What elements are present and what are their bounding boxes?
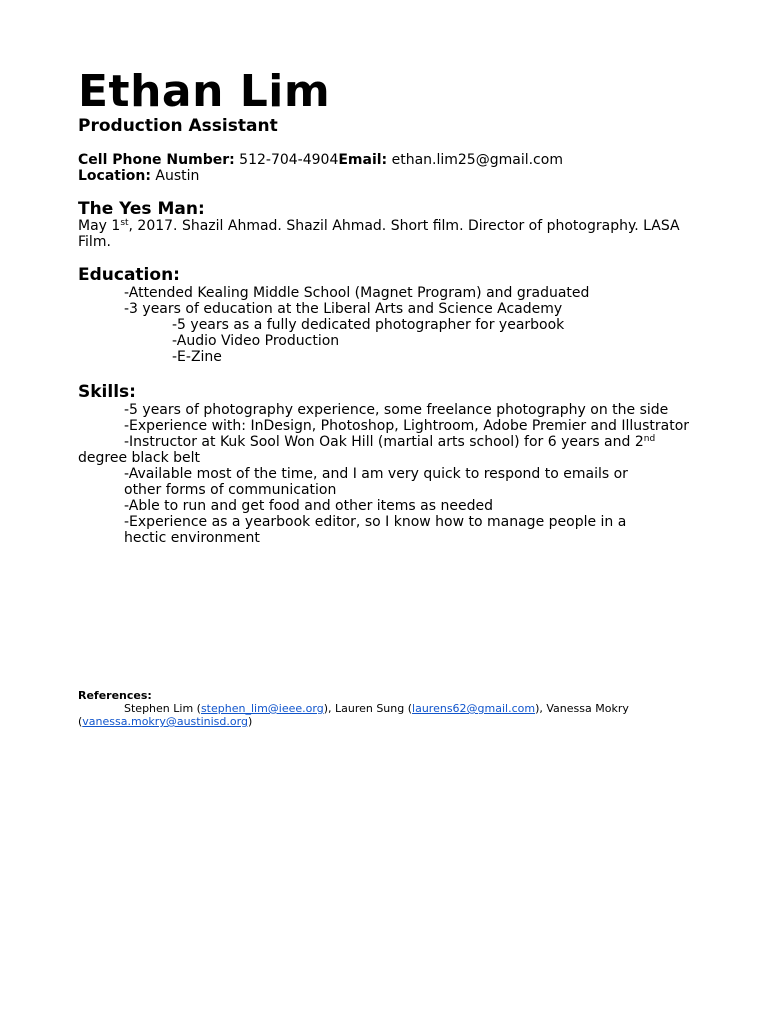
list-item: -3 years of education at the Liberal Arts and Science Academy (124, 301, 563, 317)
reference-email-link[interactable]: laurens62@gmail.com (412, 702, 536, 715)
project-description (78, 218, 698, 250)
list-item: -Attended Kealing Middle School (Magnet Program) and graduated (124, 285, 590, 301)
list-item: -5 years as a fully dedicated photographer for yearbook (172, 317, 565, 333)
list-item: -Able to run and get food and other items as needed (124, 498, 493, 514)
reference-text: ), Vanessa Mokry ( (78, 702, 629, 728)
references-section (78, 689, 678, 728)
reference-text: ) (247, 715, 253, 728)
education-list (78, 285, 698, 365)
location-value: Austin (155, 168, 200, 184)
reference-text: ), Lauren Sung ( (323, 702, 413, 715)
list-item: -Experience with: InDesign, Photoshop, Lightroom, Adobe Premier and Illustrator (124, 418, 690, 434)
education-heading: Education: (78, 265, 180, 285)
project-date: May 1 (78, 218, 121, 234)
list-item (78, 434, 698, 466)
candidate-name: Ethan Lim (78, 66, 331, 117)
ordinal-suffix: nd (643, 434, 656, 444)
references-heading: References: (78, 689, 152, 702)
project-date-suffix: st (120, 218, 129, 228)
job-title: Production Assistant (78, 116, 278, 136)
email-value: ethan.lim25@gmail.com (391, 152, 563, 168)
contact-line-1 (78, 152, 563, 168)
project-text: , 2017. Shazil Ahmad. Shazil Ahmad. Short film. Director of photography. LASA Film. (78, 218, 680, 250)
skill-text: degree black belt (78, 450, 201, 466)
reference-email-link[interactable]: vanessa.mokry@austinisd.org (82, 715, 248, 728)
phone-value: 512-704-4904 (239, 152, 339, 168)
skills-list (78, 402, 698, 546)
list-item: -Experience as a yearbook editor, so I know how to manage people in a hectic environment (124, 514, 627, 546)
list-item: -5 years of photography experience, some freelance photography on the side (124, 402, 669, 418)
skills-heading: Skills: (78, 382, 136, 402)
list-item: -E-Zine (172, 349, 222, 365)
reference-text: Stephen Lim ( (124, 702, 201, 715)
location-label: Location: (78, 168, 151, 184)
list-item: -Available most of the time, and I am very quick to respond to emails or other forms of communication (124, 466, 628, 498)
project-heading: The Yes Man: (78, 199, 205, 219)
email-label: Email: (338, 152, 388, 168)
list-item: -Audio Video Production (172, 333, 340, 349)
reference-email-link[interactable]: stephen_lim@ieee.org (200, 702, 324, 715)
contact-line-2 (78, 168, 199, 184)
phone-label: Cell Phone Number: (78, 152, 235, 168)
skill-text: -Instructor at Kuk Sool Won Oak Hill (martial arts school) for 6 years and 2 (124, 434, 644, 450)
references-body (78, 702, 678, 728)
